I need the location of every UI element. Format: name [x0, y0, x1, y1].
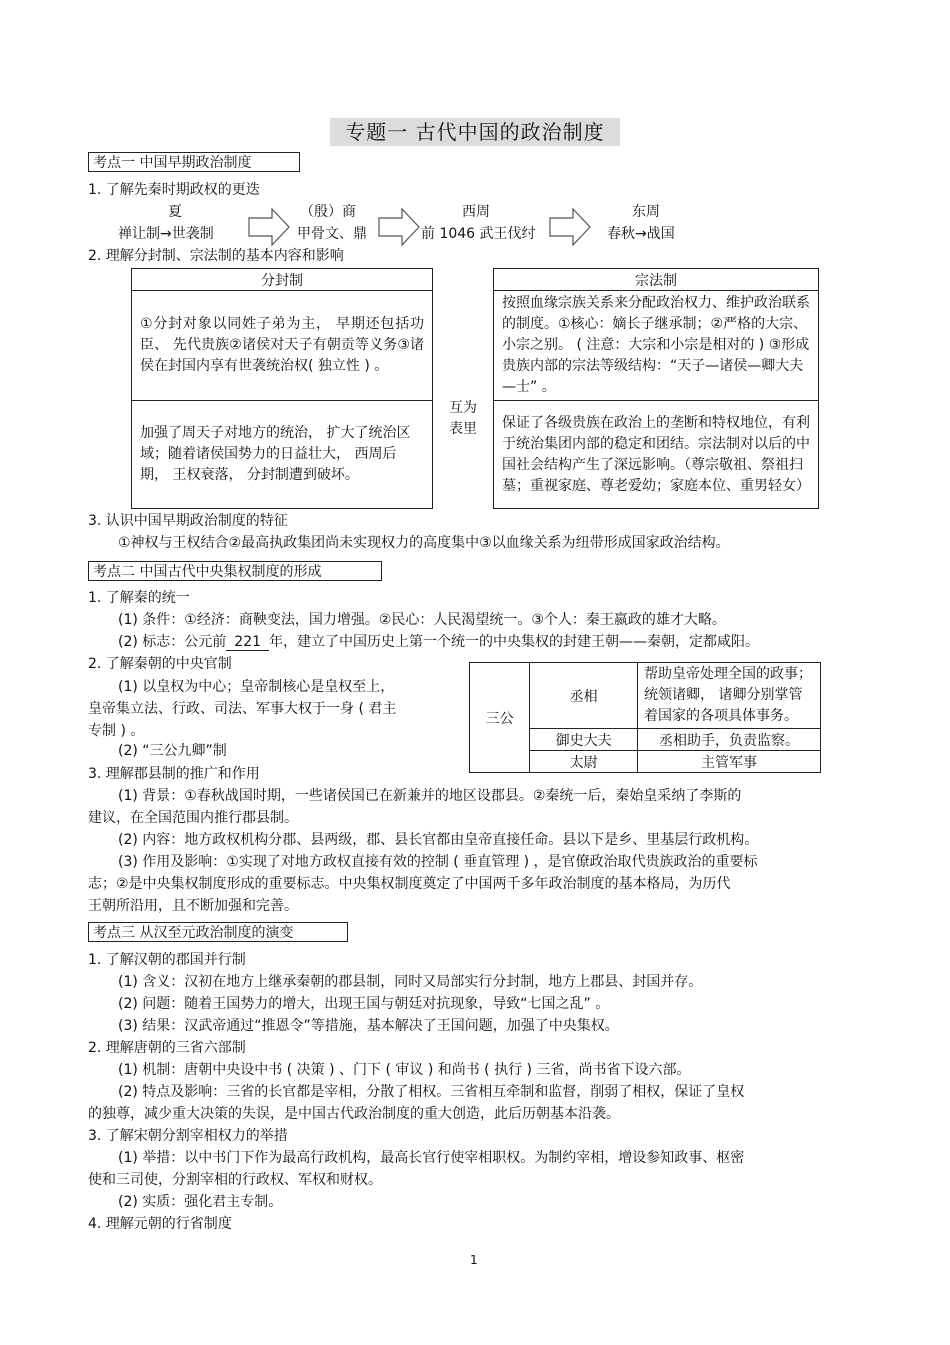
item-3-3-a: (1) 举措：以中书门下作为最高行政机构，最高长官行使宰相职权。为制约宰相，增设参知政事、枢密 — [118, 1150, 745, 1166]
mid-label: 互为表里 — [449, 399, 477, 437]
item-3-3: 3. 了解宋朝分割宰相权力的举措 — [88, 1128, 288, 1144]
office-duty: 主管军事 — [638, 751, 821, 773]
item-1-1: 1. 了解先秦时期政权的更迭 — [88, 182, 260, 198]
zongfa-influence-text: 保证了各级贵族在政治上的垄断和特权地位，有利于统治集团内部的稳定和团结。宗法制对以后的中国社会结构产生了深远影响。（尊宗敬祖、祭祖扫墓；重视家庭、尊老爱幼；家庭本位、重男轻女） — [502, 414, 810, 494]
item-3-3-b: (2) 实质：强化君主专制。 — [118, 1194, 283, 1210]
item-2-1-a: (1) 条件：①经济：商鞅变法，国力增强。②民心：人民渴望统一。③个人：秦王嬴政的雄才大略。 — [118, 612, 726, 628]
office-name: 御史大夫 — [530, 729, 638, 751]
dynasty-desc: 春秋→战国 — [607, 226, 675, 242]
item-3-2-b2: 的独尊，减少重大决策的失误，是中国古代政治制度的重大创造，此后历朝基本沿袭。 — [88, 1106, 620, 1122]
office-name: 丞相 — [530, 663, 638, 729]
fengjian-influence-text: 加强了周天子对地方的统治， 扩大了统治区域；随着诸侯国势力的日益壮大， 西周后期， 王权衰落， 分封制遭到破坏。 — [140, 425, 411, 483]
item-3-1: 1. 了解汉朝的郡国并行制 — [88, 952, 246, 968]
dynasty-name: 西周 — [462, 204, 490, 220]
item-2-2-a: (1) 以皇权为中心；皇帝制核心是皇权至上， — [118, 679, 395, 695]
office-duty: 丞相助手，负责监察。 — [638, 729, 821, 751]
item-3-4: 4. 理解元朝的行省制度 — [88, 1216, 232, 1232]
right-arrow-icon — [549, 208, 591, 246]
office-duty-text: 帮助皇帝处理全国的政事；统领诸卿， 诸卿分别掌管着国家的各项具体事务。 — [644, 666, 813, 724]
dynasty-desc: 禅让制→世袭制 — [118, 226, 214, 242]
item-2-2-a2: 皇帝集立法、行政、司法、军事大权于一身 ( 君主 — [88, 701, 397, 717]
table-mid-cell — [433, 269, 494, 509]
table-header-zongfa: 宗法制 — [494, 269, 819, 291]
zongfa-influence — [494, 401, 819, 509]
item-1-3: 3. 认识中国早期政治制度的特征 — [88, 513, 288, 529]
item-3-2-b: (2) 特点及影响：三省的长官都是宰相，分散了相权。三省相互牵制和监督，削弱了相权，保证了皇权 — [118, 1084, 745, 1100]
text: (2) 标志：公元前 — [118, 634, 227, 650]
item-2-3-c2: 志；②是中央集权制度形成的重要标志。中央集权制度奠定了中国两千多年政治制度的基本格局，为历代 — [88, 876, 731, 892]
item-2-2: 2. 了解秦朝的中央官制 — [88, 656, 232, 672]
item-3-1-c: (3) 结果：汉武帝通过“推恩令”等措施，基本解决了王国问题，加强了中央集权。 — [118, 1018, 619, 1034]
office-name: 太尉 — [530, 751, 638, 773]
fengjian-content — [132, 291, 433, 401]
item-2-3-c3: 王朝所沿用，且不断加强和完善。 — [88, 898, 298, 914]
section-box-1: 考点一 中国早期政治制度 — [88, 152, 300, 172]
text: 年，建立了中国历史上第一个统一的中央集权的封建王朝——秦朝，定都咸阳。 — [269, 634, 760, 650]
office-duty — [638, 663, 821, 729]
fengjian-text: ①分封对象以同姓子弟为主， 早期还包括功臣、 先代贵族②诸侯对天子有朝贡等义务③诸侯在封国内享有世袭统治权( 独立性 ) 。 — [140, 316, 424, 374]
item-2-2-b: (2) “三公九卿”制 — [118, 743, 227, 759]
table-header-fengjian: 分封制 — [132, 269, 433, 291]
dynasty-name: 夏 — [168, 204, 182, 220]
dynasty-desc: 前 1046 武王伐纣 — [421, 226, 536, 242]
section-box-2: 考点二 中国古代中央集权制度的形成 — [88, 561, 382, 581]
item-1-2: 2. 理解分封制、宗法制的基本内容和影响 — [88, 248, 344, 264]
section-box-3: 考点三 从汉至元政治制度的演变 — [88, 922, 348, 942]
fengjian-zongfa-table — [131, 268, 819, 509]
item-2-3-a: (1) 背景：①春秋战国时期，一些诸侯国已在新兼并的地区设郡县。②秦统一后，秦始皇采纳了李斯的 — [118, 788, 742, 804]
item-3-2-a: (1) 机制：唐朝中央设中书 ( 决策 ) 、门下 ( 审议 ) 和尚书 ( 执行 ) 三省，尚书省下设六部。 — [118, 1062, 691, 1078]
item-2-3: 3. 理解郡县制的推广和作用 — [88, 766, 260, 782]
item-3-1-a: (1) 含义：汉初在地方上继承秦朝的郡县制，同时又局部实行分封制，地方上郡县、封国并存。 — [118, 974, 703, 990]
sangong-table — [469, 662, 821, 773]
right-arrow-icon — [248, 208, 290, 246]
zongfa-content — [494, 291, 819, 401]
dynasty-name: （殷）商 — [300, 204, 356, 220]
sangong-label: 三公 — [470, 663, 530, 773]
item-2-3-b: (2) 内容：地方政权机构分郡、县两级，郡、县长官都由皇帝直接任命。县以下是乡、里基层行政机构。 — [118, 832, 759, 848]
item-2-2-a3: 专制 ) 。 — [88, 723, 145, 739]
item-3-1-b: (2) 问题：随着王国势力的增大，出现王国与朝廷对抗现象，导致“七国之乱” 。 — [118, 996, 610, 1012]
zongfa-text: 按照血缘宗族关系来分配政治权力、维护政治联系的制度。①核心：嫡长子继承制；②严格的大宗、小宗之别。 ( 注意：大宗和小宗是相对的 ) ③形成贵族内部的宗法等级结构：“天子—诸侯—卿大夫—士” 。 — [502, 295, 810, 395]
item-3-2: 2. 理解唐朝的三省六部制 — [88, 1040, 246, 1056]
page-number: 1 — [470, 1253, 478, 1267]
item-1-3-text: ①神权与王权结合②最高执政集团尚未实现权力的高度集中③以血缘关系为纽带形成国家政治结构。 — [118, 535, 730, 551]
right-arrow-icon — [378, 208, 420, 246]
dynasty-name: 东周 — [632, 204, 660, 220]
dynasty-desc: 甲骨文、鼎 — [297, 226, 367, 242]
item-2-1-b — [118, 635, 759, 649]
page-title: 专题一 古代中国的政治制度 — [330, 118, 620, 146]
item-2-1: 1. 了解秦的统一 — [88, 590, 190, 606]
item-3-3-a2: 使和三司使，分割宰相的行政权、军权和财权。 — [88, 1172, 382, 1188]
item-2-3-c: (3) 作用及影响：①实现了对地方政权直接有效的控制 ( 垂直管理 ) ，是官僚政治取代贵族政治的重要标 — [118, 854, 758, 870]
item-2-3-a2: 建议，在全国范围内推行郡县制。 — [88, 810, 298, 826]
year-value: 221 — [226, 634, 269, 651]
fengjian-influence — [132, 401, 433, 509]
